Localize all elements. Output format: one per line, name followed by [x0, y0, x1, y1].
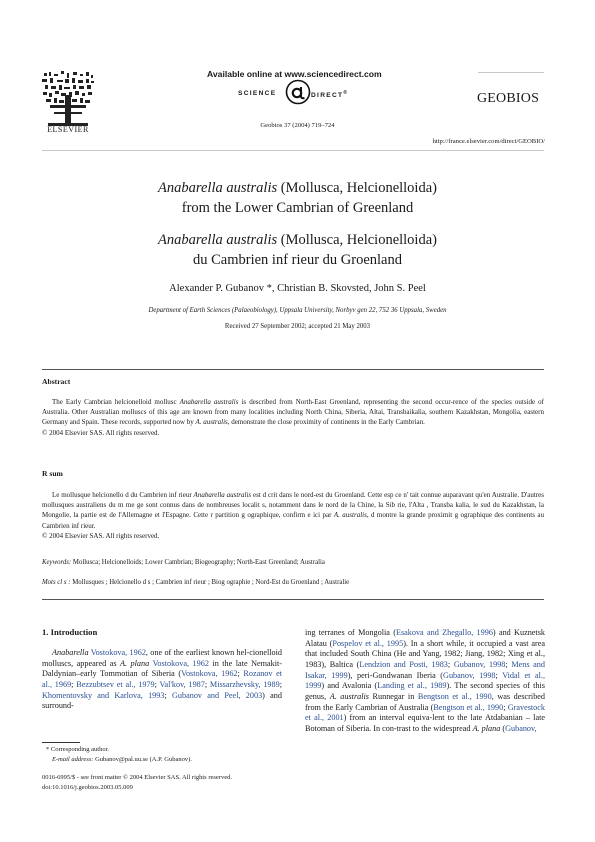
- footnote-divider: [42, 742, 80, 743]
- body-text: , was described from the Early Cambrian of Australia (: [305, 691, 546, 712]
- title-french-line-2: du Cambrien inf rieur du Groenland: [193, 252, 402, 268]
- registered-mark: ®: [343, 90, 349, 96]
- received-dates: Received 27 September 2002; accepted 21 May 2003: [224, 323, 371, 330]
- abstract-part-1: The Early Cambrian helcionelloid mollusc: [52, 398, 180, 406]
- keywords-line: [42, 558, 544, 568]
- citation-link[interactable]: Vostokova, 1962: [152, 658, 209, 668]
- citation-link[interactable]: Pospelov et al., 1995: [332, 638, 404, 648]
- elsevier-tree-logo: [40, 70, 96, 128]
- body-right-column: [305, 628, 545, 735]
- body-text: ing terranes of Mongolia (: [305, 628, 396, 637]
- body-text: ). The second species of this genus,: [305, 681, 545, 701]
- body-text: ;: [237, 669, 244, 679]
- body-text: , one of the earliest known hel-cionelloid molluscs, appeared as: [42, 648, 283, 668]
- citation-link[interactable]: Gubanov and Peel, 2003: [172, 690, 263, 700]
- citation-link[interactable]: Bengtson et al., 1990: [417, 691, 492, 701]
- keywords-text: Mollusca; Helcionelloids; Lower Cambrian; Biogeography; North-East Greenland; Australia: [71, 559, 325, 566]
- abstract-part-2: is described from North-East Greenland, representing the second occur-rence of the species outside of Australia. Other Australian molluscs of this age are known from many localities including North China, Siberia, Altai, Transbaikalia, southern Kazakhstan, Mongolia, eastern Germany and Spain. These records, supported now by: [42, 398, 544, 427]
- motscles-label: Mots cl s :: [42, 579, 71, 586]
- abstract-species-short: A. australis: [195, 418, 228, 427]
- introduction-heading: 1. Introduction: [42, 627, 98, 637]
- resume-part-3: , d montre la grande proximit g ographique des continents au Cambrien inf rieur.: [42, 511, 544, 530]
- title-english-species: Anabarella australis: [158, 180, 278, 196]
- brand-rule: [478, 72, 544, 73]
- genus-name: Anabarella: [52, 648, 89, 657]
- body-text: ;: [279, 679, 282, 689]
- body-text: ;: [503, 702, 508, 712]
- body-text: ;: [71, 679, 77, 689]
- at-sign-icon: [285, 79, 311, 105]
- citation-link[interactable]: Esakova and Zhegallo, 1996: [395, 628, 493, 637]
- body-text: ;: [447, 659, 454, 669]
- journal-reference: Geobios 37 (2004) 719–724: [260, 122, 335, 129]
- body-text: in the late Nemakit-Daldynian–early Tommotian of Siberia (: [42, 658, 283, 679]
- resume-species: Anabarella australis: [193, 491, 252, 499]
- body-text: ) and surround-: [42, 690, 282, 711]
- citation-link[interactable]: Gubanov, 1998: [453, 659, 506, 669]
- motscles-text: Mollusques ; Helcionello d s ; Cambrien inf rieur ; Biog ographie ; Nord-Est du Groenland ; Australie: [70, 579, 350, 586]
- citation-link[interactable]: Missarzhevsky, 1989: [209, 679, 280, 689]
- resume-body: [42, 490, 544, 541]
- journal-url-link[interactable]: http://france.elsevier.com/direct/GEOBIO/: [432, 138, 545, 145]
- citation-link[interactable]: Lendzion and Posti, 1983: [359, 659, 448, 669]
- author-list: Alexander P. Gubanov *, Christian B. Skovsted, John S. Peel: [169, 283, 426, 294]
- resume-part-2: est d crit dans le nord-est du Groenland. Cette esp ce n' tait connue auparavant qu'en Australie. D'autres mollusques australiens du m me ge sont connus dans de nombreuses localit s, notamment dans le nord de la Chine, la Sib rie, l'Alta , Transba kalia, le sud du Kazakhstan, la Mongolie, la partie est de l'Allemagne et l'Espagne. Cette r partition g ographique, confirm e ici par: [42, 491, 544, 520]
- footnote: [46, 745, 192, 764]
- species-name: A. australis: [329, 691, 369, 701]
- body-text: ), peri-Gondwanan Iberia (: [347, 670, 444, 680]
- citation-link[interactable]: Vidal et al., 1999: [305, 670, 545, 691]
- author-affiliation: Department of Earth Sciences (Palaeobiology), Uppsala University, Norbyv gen 22, 752 36 Uppsala, Sweden: [148, 307, 447, 314]
- body-text: ;: [495, 670, 503, 680]
- front-matter: [42, 773, 232, 792]
- abstract-heading: Abstract: [42, 377, 71, 386]
- resume-part-1: Le mollusque helcionello d du Cambrien inf rieur: [52, 491, 194, 499]
- sciencedirect-right-label: DIRECT: [311, 92, 344, 100]
- abstract-part-3: , demonstrate the close proximity of continents in the Early Cambrian.: [227, 418, 425, 427]
- corresponding-author: * Corresponding author.: [46, 746, 110, 753]
- body-text: ). In a short while, it occupied a vast area that included South China (He and Yang, 1982; Jiang, 1982; Xing et al., 1983), Baltica (: [305, 638, 546, 669]
- elsevier-wordmark: ELSEVIER: [47, 125, 89, 134]
- available-online-text[interactable]: Available online at www.sciencedirect.com: [207, 69, 382, 79]
- sciencedirect-left-word: SCIENCE: [238, 90, 277, 97]
- issn-copyright: 0016-6995/$ - see front matter © 2004 Elsevier SAS. All rights reserved.: [42, 774, 232, 781]
- citation-link[interactable]: Rozanov et al., 1969: [42, 669, 282, 689]
- citation-link[interactable]: Bengtson et al., 1990: [433, 702, 504, 712]
- citation-link[interactable]: Bezzubtsev et al., 1979: [76, 679, 155, 689]
- body-text: (: [500, 723, 506, 733]
- abstract-body: [42, 397, 544, 438]
- citation-link[interactable]: Landing et al., 1989: [377, 681, 447, 691]
- doi[interactable]: doi:10.1016/j.geobios.2003.05.009: [42, 783, 133, 791]
- abstract-top-divider: [42, 369, 544, 370]
- body-text: ;: [164, 690, 172, 700]
- body-text: ;: [204, 679, 210, 689]
- body-text: ;: [505, 659, 512, 669]
- resume-copyright: © 2004 Elsevier SAS. All rights reserved.: [42, 531, 160, 540]
- citation-link[interactable]: Gubanov,: [505, 723, 537, 733]
- sciencedirect-right-word: [311, 90, 348, 99]
- geobios-journal-brand: GEOBIOS: [477, 91, 540, 106]
- keywords-bottom-divider: [42, 599, 544, 600]
- keywords-label: Keywords:: [42, 559, 72, 566]
- body-text: ;: [154, 679, 160, 689]
- species-name: A. plana: [120, 658, 150, 668]
- motscles-line: [42, 578, 544, 588]
- sciencedirect-logo[interactable]: [238, 83, 370, 109]
- resume-species-short: A. australis: [333, 511, 367, 520]
- title-english-line-2: from the Lower Cambrian of Greenland: [181, 200, 414, 216]
- email-line: [46, 755, 192, 765]
- citation-link[interactable]: Gravestock et al., 2001: [305, 702, 546, 723]
- email-label: E-mail address:: [52, 755, 94, 763]
- citation-link[interactable]: Gubanov, 1998: [443, 670, 496, 680]
- citation-link[interactable]: Vostokova, 1962: [90, 648, 146, 657]
- header-divider: [42, 150, 544, 151]
- body-text: ) and Avalonia (: [321, 681, 378, 691]
- citation-link[interactable]: Val'kov, 1987: [159, 679, 205, 689]
- body-text: ) from an interval equiva-lent to the late Atdabanian – late Botoman of Siberia. In con-trast to the widespread: [305, 713, 545, 733]
- abstract-copyright: © 2004 Elsevier SAS. All rights reserved.: [42, 428, 160, 437]
- title-english-rest: (Mollusca, Helcionelloida): [277, 180, 437, 196]
- title-french-rest: (Mollusca, Helcionelloida): [277, 232, 437, 248]
- abstract-species: Anabarella australis: [179, 398, 239, 406]
- title-english-line-1: [0, 178, 595, 198]
- title-french-species: Anabarella australis: [158, 232, 278, 248]
- title-french-line-1: [0, 230, 595, 250]
- body-text: Runnegar in: [368, 691, 418, 701]
- citation-link[interactable]: Vostokova, 1962: [181, 669, 238, 679]
- citation-link[interactable]: Khomentovsky and Karlova, 1993: [42, 690, 165, 700]
- email-address[interactable]: Gubanov@pal.uu.se (A.P. Gubanov).: [93, 755, 192, 763]
- citation-link[interactable]: Mens and Isakar, 1999: [305, 659, 545, 680]
- body-left-column: [42, 648, 282, 712]
- species-name: A. plana: [472, 723, 501, 733]
- body-text: ) and Kuznetsk Alatau (: [305, 628, 545, 648]
- resume-heading: R sum: [42, 469, 63, 478]
